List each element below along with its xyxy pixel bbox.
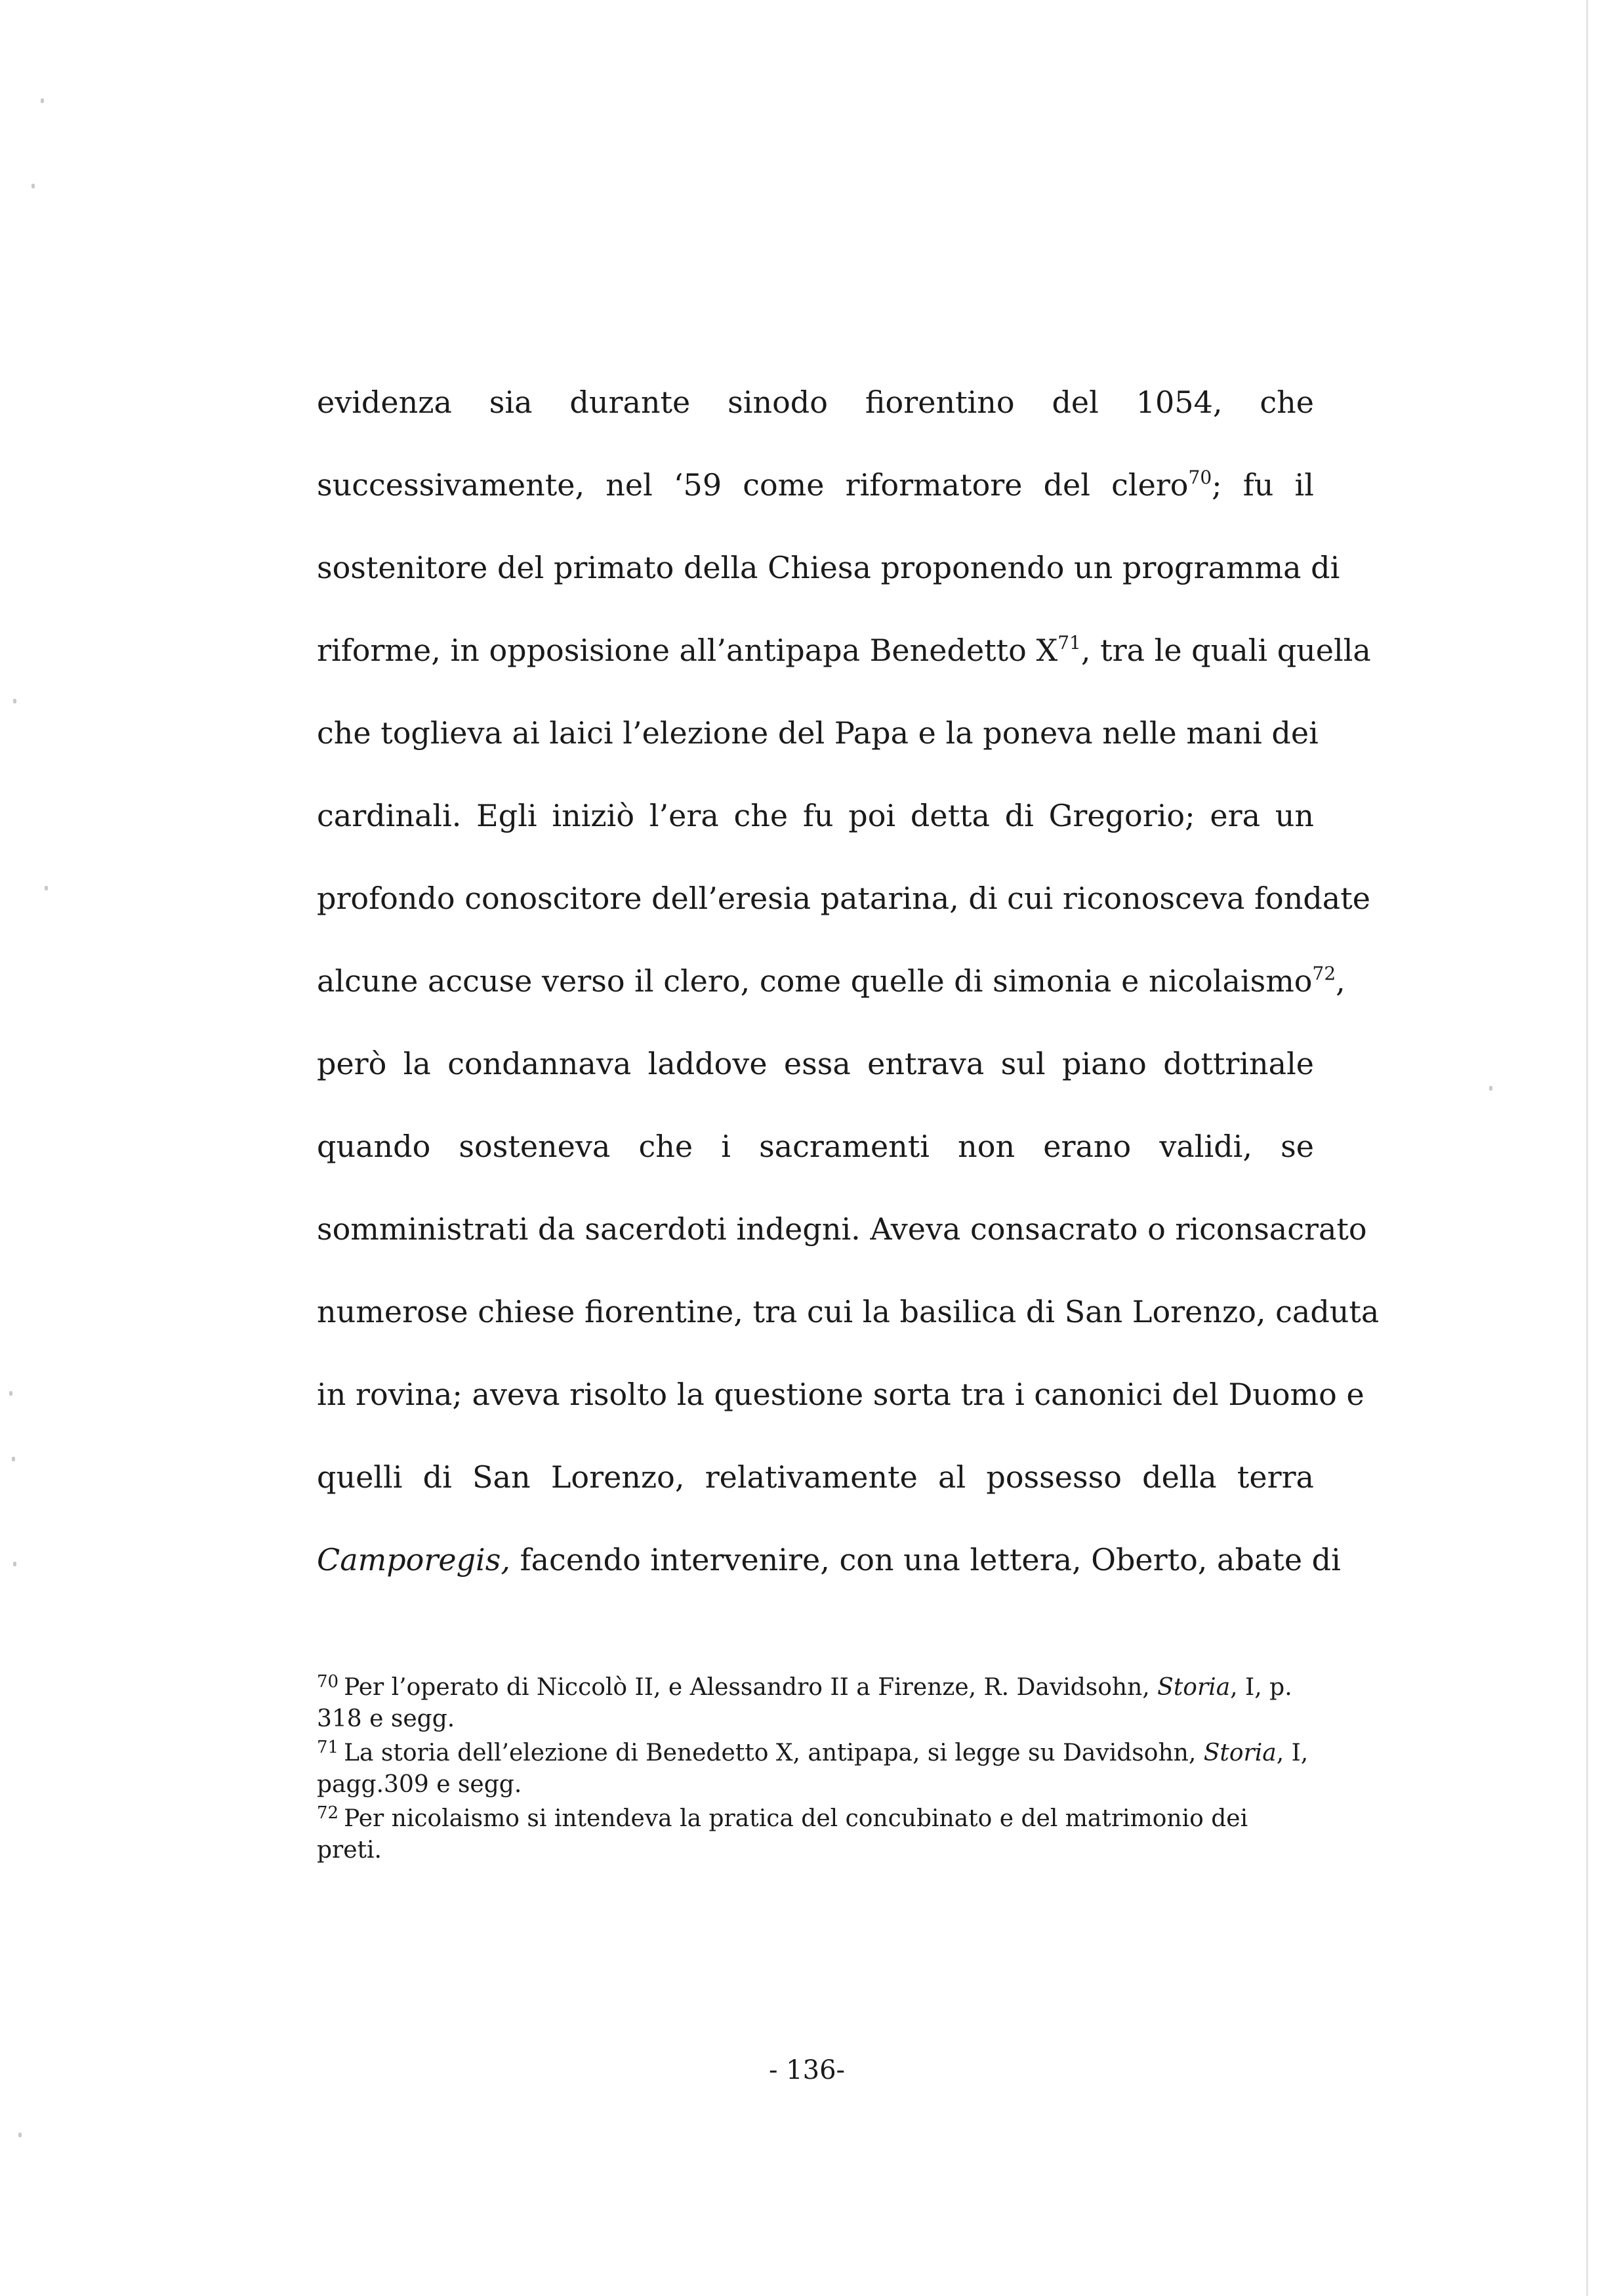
margin-speck: [13, 1562, 16, 1566]
footnote-72: [317, 1803, 1314, 1866]
footnote-71: [317, 1738, 1314, 1801]
footnote-ref: 72: [1312, 963, 1336, 984]
page-number: - 136-: [768, 2055, 846, 2085]
footnote-text: Per l’operato di Niccolò II, e Alessandro II a Firenze, R. Davidsohn,: [344, 1674, 1158, 1701]
body-line: [317, 1289, 1380, 1371]
body-text-segment: facendo intervenire, con una lettera, Oberto, abate di: [510, 1542, 1341, 1577]
margin-speck: [31, 184, 35, 188]
body-line: [317, 958, 1345, 1041]
body-line: [317, 545, 1340, 627]
body-line: [317, 379, 1314, 462]
body-line: [317, 875, 1370, 958]
body-line: [317, 627, 1371, 710]
body-text-segment: ,: [1336, 963, 1345, 999]
footnote-number: 72: [317, 1803, 339, 1823]
body-line: [317, 1537, 1341, 1619]
body-line: [317, 1454, 1314, 1537]
body-text-segment: sostenitore del primato della Chiesa proponendo un programma di: [317, 550, 1340, 585]
footnote-text: , I, pagg.309 e segg.: [317, 1740, 1309, 1798]
body-text-segment: quelli di San Lorenzo, relativamente al possesso della terra: [317, 1459, 1314, 1495]
body-text-segment: però la condannava laddove essa entrava sul piano dottrinale: [317, 1046, 1314, 1081]
body-line: [317, 793, 1314, 875]
footnote-text: , I, p. 318 e segg.: [317, 1674, 1292, 1732]
body-text-segment: alcune accuse verso il clero, come quelle di simonia e nicolaismo: [317, 963, 1313, 999]
body-line: [317, 1123, 1314, 1206]
margin-speck: [1489, 1086, 1492, 1091]
footnote-italic: Storia: [1203, 1740, 1277, 1766]
body-text-segment: numerose chiese fiorentine, tra cui la basilica di San Lorenzo, caduta: [317, 1294, 1380, 1329]
body-line: [317, 710, 1319, 793]
footnote-number: 70: [317, 1672, 339, 1692]
body-text-segment: in rovina; aveva risolto la questione sorta tra i canonici del Duomo e: [317, 1377, 1364, 1412]
body-text-segment: quando sosteneva che i sacramenti non erano validi, se: [317, 1129, 1314, 1164]
margin-speck: [18, 2133, 22, 2137]
italic-term: Camporegis,: [317, 1542, 510, 1577]
body-line: [317, 1371, 1364, 1454]
footnote-ref: 70: [1188, 467, 1212, 488]
footnote-italic: Storia: [1157, 1674, 1231, 1701]
footnotes: [317, 1672, 1314, 1869]
margin-speck: [45, 886, 48, 890]
body-text-segment: somministrati da sacerdoti indegni. Aveva consacrato o riconsacrato: [317, 1211, 1367, 1247]
footnote-text: La storia dell’elezione di Benedetto X, antipapa, si legge su Davidsohn,: [344, 1740, 1204, 1766]
footnote-text: Per nicolaismo si intendeva la pratica del concubinato e del matrimonio dei preti.: [317, 1805, 1248, 1864]
page-edge-shadow: [1586, 0, 1588, 2296]
body-text-segment: cardinali. Egli iniziò l’era che fu poi detta di Gregorio; era un: [317, 798, 1314, 833]
margin-speck: [9, 1391, 12, 1396]
margin-speck: [12, 1457, 15, 1461]
body-line: [317, 462, 1314, 545]
body-line: [317, 1206, 1367, 1289]
body-line: [317, 1041, 1314, 1123]
body-text-segment: ; fu il: [1212, 467, 1314, 503]
body-text-segment: successivamente, nel ‘59 come riformatore del clero: [317, 467, 1189, 503]
body-text-segment: che toglieva ai laici l’elezione del Papa e la poneva nelle mani dei: [317, 715, 1319, 751]
footnote-number: 71: [317, 1738, 339, 1757]
margin-speck: [41, 98, 44, 103]
footnote-ref: 71: [1057, 632, 1081, 654]
body-text: [317, 379, 1380, 1619]
body-text-segment: profondo conoscitore dell’eresia patarina, di cui riconosceva fondate: [317, 881, 1370, 916]
body-text-segment: , tra le quali quella: [1080, 633, 1371, 668]
margin-speck: [13, 699, 16, 703]
body-text-segment: evidenza sia durante sinodo fiorentino del 1054, che: [317, 385, 1314, 420]
body-text-segment: riforme, in opposisione all’antipapa Benedetto X: [317, 633, 1058, 668]
footnote-70: [317, 1672, 1314, 1735]
